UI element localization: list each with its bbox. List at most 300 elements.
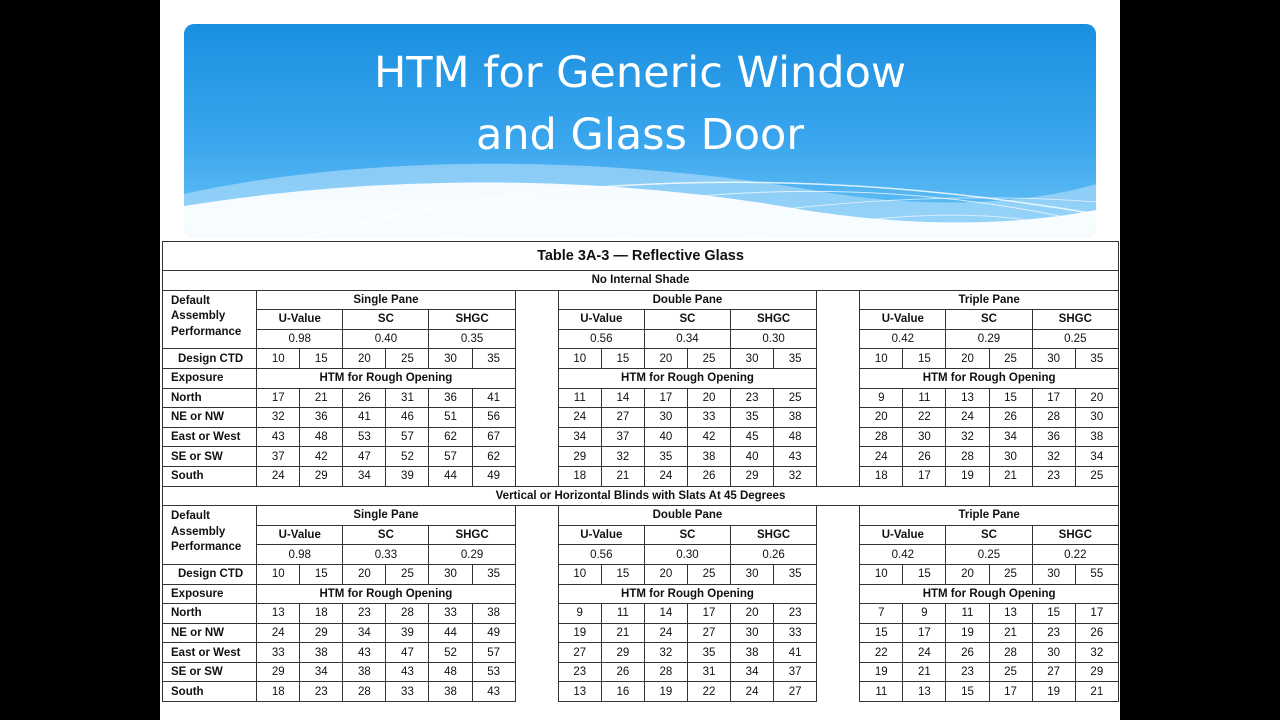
table-row (163, 408, 1119, 428)
design-ctd-value: 30 (1032, 564, 1075, 584)
htm-value: 49 (472, 466, 515, 486)
htm-value: 48 (300, 427, 343, 447)
htm-header: HTM for Rough Opening (257, 584, 515, 604)
htm-value: 32 (946, 427, 989, 447)
htm-value: 29 (257, 662, 300, 682)
htm-value: 14 (601, 388, 644, 408)
column-gap (515, 584, 558, 604)
htm-value: 48 (429, 662, 472, 682)
htm-value: 19 (1032, 682, 1075, 702)
htm-value: 9 (558, 604, 601, 624)
htm-value: 56 (472, 408, 515, 428)
htm-value: 24 (558, 408, 601, 428)
htm-value: 27 (1032, 662, 1075, 682)
design-ctd-value: 35 (472, 349, 515, 369)
exposure-name: SE or SW (163, 447, 257, 467)
design-ctd-value: 30 (731, 349, 774, 369)
table-row (163, 643, 1119, 663)
column-gap (817, 349, 860, 369)
htm-value: 25 (774, 388, 817, 408)
default-assembly-label: Default Assembly Performance (163, 506, 257, 565)
design-ctd-value: 15 (300, 349, 343, 369)
performance-value: 0.29 (429, 545, 515, 565)
htm-value: 41 (343, 408, 386, 428)
htm-value: 24 (946, 408, 989, 428)
htm-value: 47 (343, 447, 386, 467)
pane-group-header: Single Pane (257, 506, 515, 526)
htm-value: 34 (300, 662, 343, 682)
htm-value: 44 (429, 623, 472, 643)
htm-header: HTM for Rough Opening (860, 584, 1119, 604)
column-gap (817, 662, 860, 682)
htm-value: 27 (774, 682, 817, 702)
table-caption-row (163, 242, 1119, 271)
performance-header: SC (946, 525, 1032, 545)
design-ctd-value: 20 (343, 349, 386, 369)
htm-value: 32 (774, 466, 817, 486)
htm-header: HTM for Rough Opening (257, 368, 515, 388)
htm-value: 62 (429, 427, 472, 447)
design-ctd-value: 10 (257, 564, 300, 584)
exposure-name: South (163, 682, 257, 702)
htm-value: 25 (1075, 466, 1118, 486)
htm-value: 24 (731, 682, 774, 702)
htm-value: 17 (903, 466, 946, 486)
htm-value: 30 (644, 408, 687, 428)
performance-header: U-Value (860, 310, 946, 330)
column-gap (515, 506, 558, 526)
exposure-name: South (163, 466, 257, 486)
column-gap (817, 290, 860, 310)
pane-group-header: Triple Pane (860, 506, 1119, 526)
htm-value: 52 (386, 447, 429, 467)
htm-value: 43 (774, 447, 817, 467)
column-gap (817, 682, 860, 702)
table-row (163, 662, 1119, 682)
htm-value: 57 (386, 427, 429, 447)
htm-value: 36 (429, 388, 472, 408)
htm-value: 26 (601, 662, 644, 682)
htm-header: HTM for Rough Opening (558, 584, 816, 604)
column-gap (515, 349, 558, 369)
column-gap (515, 310, 558, 330)
htm-value: 21 (903, 662, 946, 682)
htm-value: 44 (429, 466, 472, 486)
htm-value: 23 (1032, 466, 1075, 486)
performance-header: U-Value (558, 525, 644, 545)
design-ctd-value: 15 (601, 349, 644, 369)
htm-header: HTM for Rough Opening (860, 368, 1119, 388)
column-gap (515, 329, 558, 349)
htm-value: 34 (1075, 447, 1118, 467)
htm-value: 43 (472, 682, 515, 702)
htm-value: 21 (989, 623, 1032, 643)
performance-header: SC (343, 525, 429, 545)
column-gap (817, 368, 860, 388)
design-ctd-label: Design CTD (163, 564, 257, 584)
htm-value: 49 (472, 623, 515, 643)
htm-value: 38 (343, 662, 386, 682)
performance-header: SHGC (1032, 310, 1118, 330)
htm-value: 22 (687, 682, 730, 702)
performance-value: 0.56 (558, 329, 644, 349)
htm-value: 19 (946, 466, 989, 486)
design-ctd-value: 25 (386, 349, 429, 369)
performance-value: 0.40 (343, 329, 429, 349)
htm-value: 38 (731, 643, 774, 663)
htm-value: 33 (257, 643, 300, 663)
htm-value: 36 (300, 408, 343, 428)
htm-value: 41 (472, 388, 515, 408)
pane-group-header: Double Pane (558, 290, 816, 310)
htm-value: 26 (903, 447, 946, 467)
htm-value: 24 (644, 623, 687, 643)
performance-header: U-Value (558, 310, 644, 330)
htm-value: 9 (903, 604, 946, 624)
htm-value: 32 (1075, 643, 1118, 663)
exposure-name: North (163, 388, 257, 408)
htm-value: 15 (989, 388, 1032, 408)
htm-value: 28 (343, 682, 386, 702)
htm-value: 26 (989, 408, 1032, 428)
htm-value: 24 (860, 447, 903, 467)
column-gap (817, 427, 860, 447)
column-gap (515, 290, 558, 310)
htm-value: 24 (257, 466, 300, 486)
performance-value-row (163, 545, 1119, 565)
htm-value: 38 (300, 643, 343, 663)
htm-value: 34 (558, 427, 601, 447)
htm-value: 15 (860, 623, 903, 643)
htm-value: 30 (1075, 408, 1118, 428)
htm-value: 18 (558, 466, 601, 486)
exposure-name: NE or NW (163, 408, 257, 428)
performance-value: 0.98 (257, 329, 343, 349)
design-ctd-value: 25 (989, 564, 1032, 584)
htm-value: 28 (644, 662, 687, 682)
exposure-name: NE or NW (163, 623, 257, 643)
performance-value: 0.42 (860, 545, 946, 565)
design-ctd-value: 25 (989, 349, 1032, 369)
exposure-label: Exposure (163, 584, 257, 604)
htm-value: 41 (774, 643, 817, 663)
htm-value: 17 (1075, 604, 1118, 624)
column-gap (817, 408, 860, 428)
exposure-name: North (163, 604, 257, 624)
htm-value: 43 (343, 643, 386, 663)
design-ctd-row (163, 564, 1119, 584)
design-ctd-value: 10 (257, 349, 300, 369)
htm-value: 20 (731, 604, 774, 624)
htm-value: 13 (903, 682, 946, 702)
htm-value: 36 (1032, 427, 1075, 447)
design-ctd-value: 25 (687, 349, 730, 369)
slide-title (184, 42, 1096, 166)
column-gap (515, 623, 558, 643)
htm-value: 23 (1032, 623, 1075, 643)
htm-value: 30 (731, 623, 774, 643)
htm-value: 21 (1075, 682, 1118, 702)
htm-value: 32 (644, 643, 687, 663)
column-gap (515, 564, 558, 584)
htm-value: 31 (386, 388, 429, 408)
table-row (163, 447, 1119, 467)
htm-value: 21 (601, 623, 644, 643)
htm-value: 13 (989, 604, 1032, 624)
htm-value: 24 (903, 643, 946, 663)
design-ctd-value: 20 (343, 564, 386, 584)
exposure-header-row (163, 584, 1119, 604)
htm-value: 45 (731, 427, 774, 447)
htm-value: 29 (558, 447, 601, 467)
htm-value: 24 (644, 466, 687, 486)
performance-value: 0.98 (257, 545, 343, 565)
htm-value: 43 (257, 427, 300, 447)
htm-value: 23 (343, 604, 386, 624)
performance-header: SHGC (731, 525, 817, 545)
htm-value: 38 (1075, 427, 1118, 447)
htm-value: 39 (386, 623, 429, 643)
column-gap (515, 408, 558, 428)
performance-value: 0.56 (558, 545, 644, 565)
performance-value: 0.35 (429, 329, 515, 349)
table-row (163, 388, 1119, 408)
slide-title-line-1: HTM for Generic Window (373, 48, 907, 98)
design-ctd-value: 25 (687, 564, 730, 584)
design-ctd-value: 15 (903, 349, 946, 369)
design-ctd-value: 20 (644, 564, 687, 584)
column-gap (817, 506, 860, 526)
design-ctd-value: 15 (300, 564, 343, 584)
design-ctd-value: 25 (386, 564, 429, 584)
design-ctd-row (163, 349, 1119, 369)
htm-value: 11 (903, 388, 946, 408)
htm-value: 51 (429, 408, 472, 428)
htm-value: 37 (257, 447, 300, 467)
design-ctd-value: 15 (903, 564, 946, 584)
htm-value: 35 (687, 643, 730, 663)
column-gap (817, 545, 860, 565)
design-ctd-value: 20 (644, 349, 687, 369)
htm-value: 30 (989, 447, 1032, 467)
column-gap (515, 447, 558, 467)
column-gap (515, 525, 558, 545)
htm-value: 47 (386, 643, 429, 663)
performance-value: 0.29 (946, 329, 1032, 349)
column-gap (515, 682, 558, 702)
htm-value: 9 (860, 388, 903, 408)
performance-value: 0.25 (1032, 329, 1118, 349)
performance-value: 0.26 (731, 545, 817, 565)
htm-value: 19 (558, 623, 601, 643)
performance-header: U-Value (257, 310, 343, 330)
htm-value: 29 (300, 623, 343, 643)
htm-value: 37 (601, 427, 644, 447)
htm-value: 30 (903, 427, 946, 447)
design-ctd-value: 35 (472, 564, 515, 584)
performance-header: SC (343, 310, 429, 330)
htm-value: 34 (731, 662, 774, 682)
htm-value: 28 (860, 427, 903, 447)
htm-value: 31 (687, 662, 730, 682)
htm-value: 29 (731, 466, 774, 486)
htm-value: 35 (644, 447, 687, 467)
htm-value: 11 (558, 388, 601, 408)
htm-value: 7 (860, 604, 903, 624)
table-row (163, 604, 1119, 624)
htm-value: 32 (601, 447, 644, 467)
column-gap (515, 604, 558, 624)
slide-title-line-2: and Glass Door (475, 110, 805, 160)
table-caption: Table 3A-3 — Reflective Glass (163, 242, 1119, 271)
htm-value: 20 (687, 388, 730, 408)
htm-value: 24 (257, 623, 300, 643)
htm-value: 38 (429, 682, 472, 702)
design-ctd-value: 10 (860, 349, 903, 369)
htm-value: 28 (386, 604, 429, 624)
column-gap (515, 368, 558, 388)
htm-value: 57 (472, 643, 515, 663)
pane-group-header: Single Pane (257, 290, 515, 310)
performance-value-row (163, 329, 1119, 349)
section-heading: Vertical or Horizontal Blinds with Slats At 45 Degrees (163, 486, 1119, 506)
htm-value: 23 (300, 682, 343, 702)
htm-value: 11 (601, 604, 644, 624)
htm-value: 21 (300, 388, 343, 408)
design-ctd-value: 30 (731, 564, 774, 584)
performance-header-row (163, 310, 1119, 330)
pane-group-header: Double Pane (558, 506, 816, 526)
exposure-name: SE or SW (163, 662, 257, 682)
performance-value: 0.30 (731, 329, 817, 349)
htm-value: 19 (860, 662, 903, 682)
title-banner (184, 24, 1096, 238)
column-gap (817, 604, 860, 624)
htm-value: 13 (257, 604, 300, 624)
htm-value: 57 (429, 447, 472, 467)
column-gap (817, 643, 860, 663)
htm-value: 25 (989, 662, 1032, 682)
performance-value: 0.22 (1032, 545, 1118, 565)
performance-header: U-Value (257, 525, 343, 545)
design-ctd-value: 35 (774, 564, 817, 584)
htm-value: 26 (687, 466, 730, 486)
design-ctd-value: 10 (558, 349, 601, 369)
performance-value: 0.25 (946, 545, 1032, 565)
design-ctd-value: 30 (1032, 349, 1075, 369)
htm-header: HTM for Rough Opening (558, 368, 816, 388)
design-ctd-value: 10 (860, 564, 903, 584)
htm-value: 23 (558, 662, 601, 682)
htm-value: 22 (860, 643, 903, 663)
htm-value: 46 (386, 408, 429, 428)
htm-value: 29 (1075, 662, 1118, 682)
htm-value: 42 (300, 447, 343, 467)
performance-header: SC (644, 525, 730, 545)
htm-value: 29 (601, 643, 644, 663)
htm-value: 18 (300, 604, 343, 624)
performance-value: 0.42 (860, 329, 946, 349)
htm-value: 28 (989, 643, 1032, 663)
htm-value: 23 (774, 604, 817, 624)
htm-value: 13 (558, 682, 601, 702)
htm-value: 20 (1075, 388, 1118, 408)
htm-value: 53 (343, 427, 386, 447)
pane-group-row (163, 506, 1119, 526)
htm-value: 27 (558, 643, 601, 663)
htm-value: 20 (860, 408, 903, 428)
htm-value: 40 (644, 427, 687, 447)
table-row (163, 623, 1119, 643)
htm-value: 42 (687, 427, 730, 447)
htm-value: 17 (903, 623, 946, 643)
pane-group-header: Triple Pane (860, 290, 1119, 310)
htm-value: 17 (644, 388, 687, 408)
htm-value: 23 (731, 388, 774, 408)
htm-value: 48 (774, 427, 817, 447)
column-gap (817, 584, 860, 604)
slide (160, 0, 1120, 720)
design-ctd-value: 20 (946, 564, 989, 584)
htm-table (162, 241, 1119, 702)
htm-value: 67 (472, 427, 515, 447)
htm-value: 28 (946, 447, 989, 467)
htm-value: 19 (946, 623, 989, 643)
column-gap (817, 388, 860, 408)
htm-value: 34 (989, 427, 1032, 447)
design-ctd-value: 20 (946, 349, 989, 369)
htm-value: 30 (1032, 643, 1075, 663)
column-gap (817, 623, 860, 643)
htm-value: 28 (1032, 408, 1075, 428)
column-gap (817, 466, 860, 486)
column-gap (817, 329, 860, 349)
htm-value: 53 (472, 662, 515, 682)
htm-value: 15 (1032, 604, 1075, 624)
htm-value: 27 (601, 408, 644, 428)
htm-value: 16 (601, 682, 644, 702)
performance-header: SHGC (731, 310, 817, 330)
htm-value: 15 (946, 682, 989, 702)
performance-value: 0.34 (644, 329, 730, 349)
section-heading-row (163, 486, 1119, 506)
htm-value: 22 (903, 408, 946, 428)
htm-value: 34 (343, 466, 386, 486)
htm-value: 23 (946, 662, 989, 682)
design-ctd-value: 30 (429, 349, 472, 369)
htm-value: 33 (429, 604, 472, 624)
htm-value: 18 (257, 682, 300, 702)
design-ctd-label: Design CTD (163, 349, 257, 369)
htm-value: 33 (774, 623, 817, 643)
htm-value: 38 (687, 447, 730, 467)
htm-value: 26 (343, 388, 386, 408)
htm-value: 17 (989, 682, 1032, 702)
exposure-label: Exposure (163, 368, 257, 388)
htm-value: 52 (429, 643, 472, 663)
htm-value: 62 (472, 447, 515, 467)
performance-header: SC (644, 310, 730, 330)
column-gap (515, 466, 558, 486)
column-gap (817, 447, 860, 467)
htm-value: 40 (731, 447, 774, 467)
htm-value: 19 (644, 682, 687, 702)
htm-value: 33 (386, 682, 429, 702)
column-gap (817, 525, 860, 545)
exposure-name: East or West (163, 643, 257, 663)
htm-value: 33 (687, 408, 730, 428)
htm-value: 11 (860, 682, 903, 702)
